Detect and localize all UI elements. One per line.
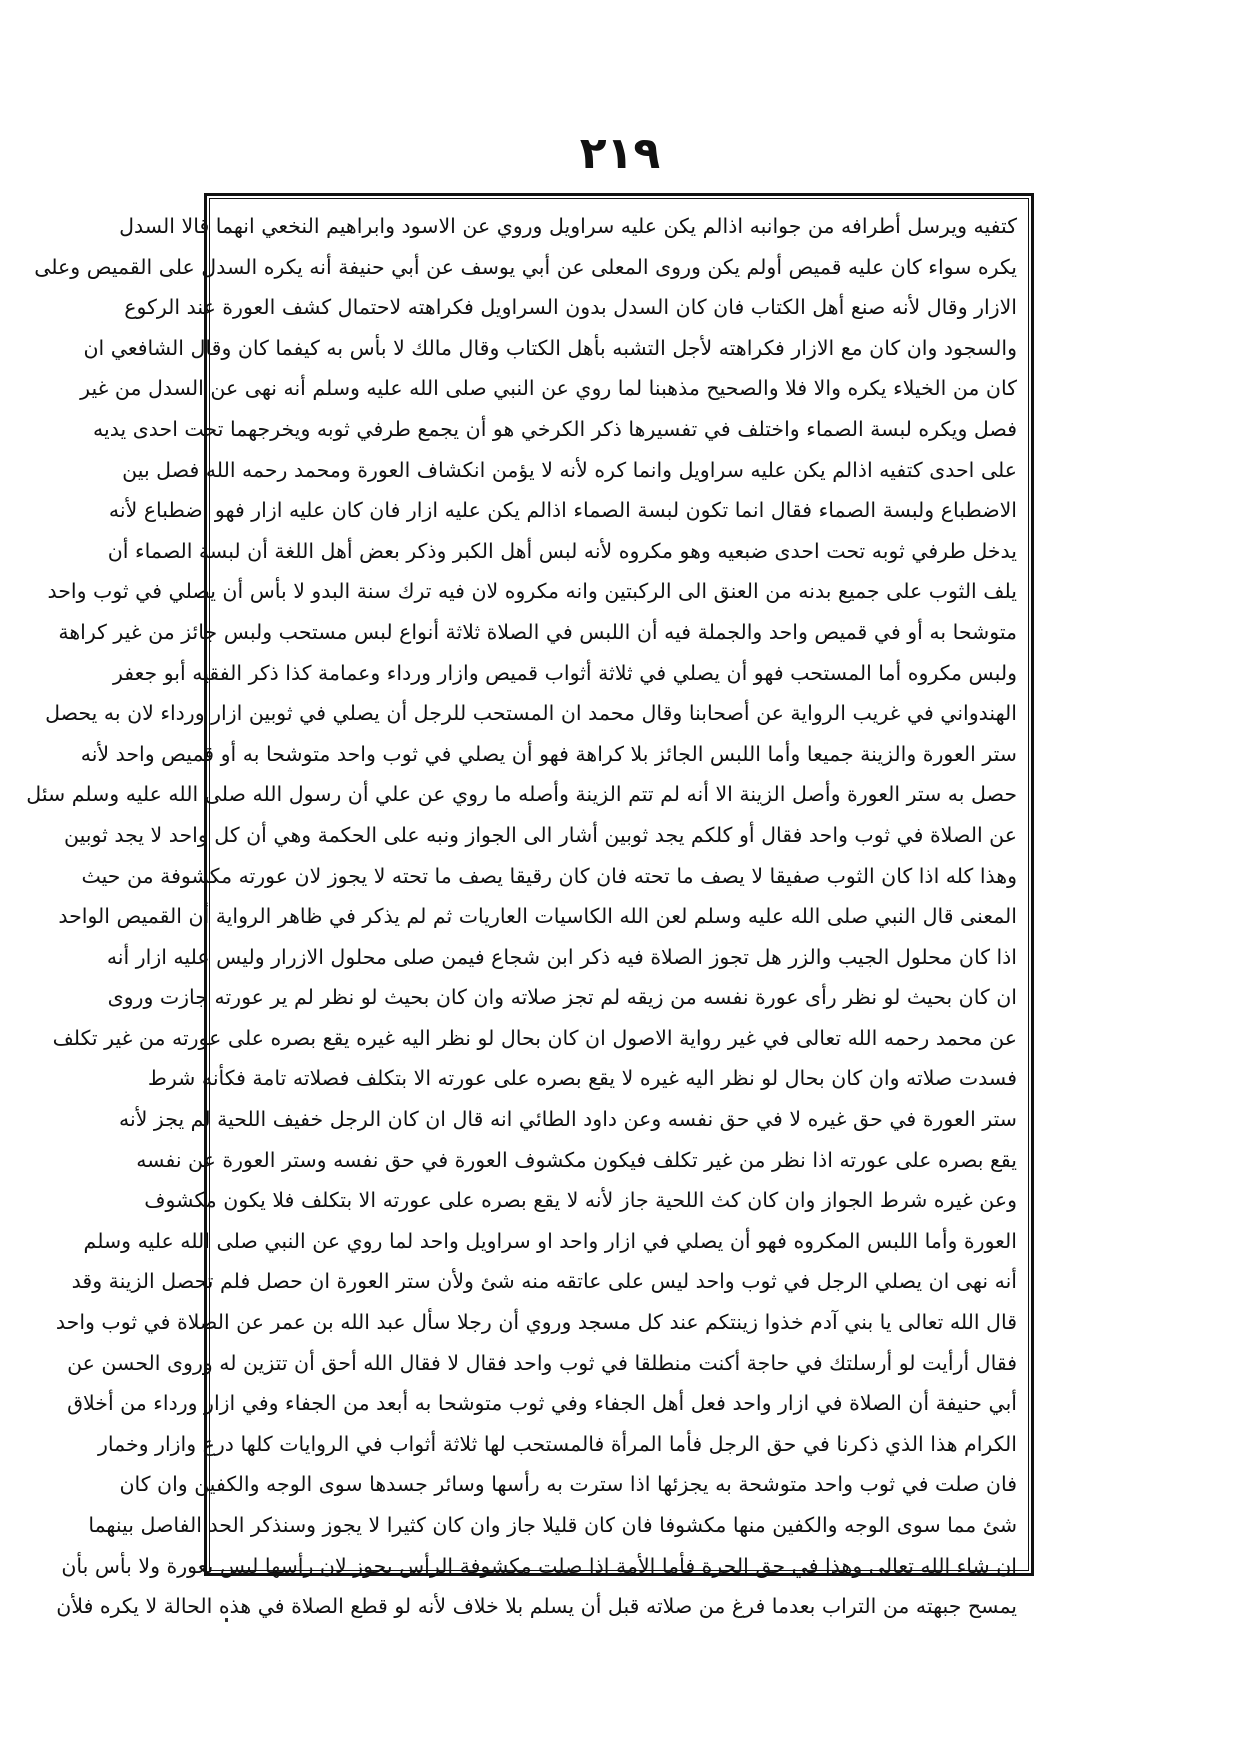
text-line: المعنى قال النبي صلى الله عليه وسلم لعن الله الكاسيات العاريات ثم لم يذكر في ظاهر الرواية أن القميص الواحد xyxy=(58,904,1017,929)
text-line: أنه نهى ان يصلي الرجل في ثوب واحد ليس على عاتقه منه شئ ولأن ستر العورة ان حصل فلم تحصل الزينة وقد xyxy=(71,1269,1017,1294)
text-line: قال الله تعالى يا بني آدم خذوا زينتكم عند كل مسجد وروي أن رجلا سأل عبد الله بن عمر عن الصلاة في ثوب واحد xyxy=(55,1310,1017,1335)
text-line: الكرام هذا الذي ذكرنا في حق الرجل فأما المرأة فالمستحب لها ثلاثة أثواب في الروايات كلها درع وازار وخمار xyxy=(97,1431,1017,1456)
text-line: ولبس مكروه أما المستحب فهو أن يصلي في ثلاثة أثواب قميص وازار ورداء وعمامة كذا ذكر الفقيه أبو جعفر xyxy=(112,660,1017,685)
text-line: فسدت صلاته وان كان بحال لو نظر اليه غيره لا يقع بصره على عورته الا بتكلف فصلاته تامة فكأنه شرط xyxy=(147,1066,1017,1091)
text-line: والسجود وان كان مع الازار فكراهته لأجل التشبه بأهل الكتاب وقال مالك لا بأس به كيفما كان وقال الشافعي ان xyxy=(83,335,1017,360)
text-line: أبي حنيفة أن الصلاة في ازار واحد فعل أهل الجفاء وفي ثوب متوشحا به أبعد من الجفاء وفي ازار ورداء من أخلاق xyxy=(67,1391,1017,1416)
text-line: فقال أرأيت لو أرسلتك في حاجة أكنت منطلقا في ثوب واحد فقال لا فقال الله أحق أن تتزين له وروى الحسن عن xyxy=(67,1350,1017,1375)
text-line: ان كان بحيث لو نظر رأى عورة نفسه من زيقه لم تجز صلاته وان كان بحيث لو نظر لم ير عورته جازت وروى xyxy=(107,985,1017,1010)
text-line: يمسح جبهته من التراب بعدما فرغ من صلاته قبل أن يسلم بلا خلاف لأنه لو قطع الصلاة في هذه الحالة لا يكره فلأن xyxy=(56,1594,1017,1619)
text-line: يقع بصره على عورته اذا نظر من غير تكلف فيكون مكشوف العورة في حق نفسه وستر العورة عن نفسه xyxy=(136,1147,1017,1172)
text-line: يدخل طرفي ثوبه تحت احدى ضبعيه وهو مكروه لأنه لبس أهل الكبر وذكر بعض أهل اللغة أن لبسة الصماء أن xyxy=(107,538,1017,563)
text-line: كان من الخيلاء يكره والا فلا والصحيح مذهبنا لما روي عن النبي صلى الله عليه وسلم أنه نهى عن السدل من غير xyxy=(80,376,1017,401)
text-line: شئ مما سوى الوجه والكفين منها مكشوفا فان كان قليلا جاز وان كان كثيرا لا يجوز وسنذكر الحد الفاصل بينهما xyxy=(88,1513,1017,1537)
text-line: ستر العورة في حق غيره لا في حق نفسه وعن داود الطائي انه قال ان كان الرجل خفيف اللحية لم يجز لأنه xyxy=(119,1107,1017,1132)
page-number: ٢١٩ xyxy=(579,128,661,179)
text-line: عن محمد رحمه الله تعالى في غير رواية الاصول ان كان بحال لو نظر اليه غيره يقع بصره على عورته من غير تكلف xyxy=(52,1025,1017,1050)
text-line: اذا كان محلول الجيب والزر هل تجوز الصلاة فيه ذكر ابن شجاع فيمن صلى محلول الازرار وليس عليه ازار أنه xyxy=(106,944,1017,969)
text-line: وهذا كله اذا كان الثوب صفيقا لا يصف ما تحته فان كان رقيقا يصف ما تحته لا يجوز لان عورته مكشوفة من حيث xyxy=(81,863,1017,888)
ink-speck xyxy=(225,1618,228,1622)
text-line: فصل ويكره لبسة الصماء واختلف في تفسيرها ذكر الكرخي هو أن يجمع طرفي ثوبه ويخرجهما تحت احدى يديه xyxy=(93,416,1017,441)
text-line: حصل به ستر العورة وأصل الزينة الا أنه لم تتم الزينة وأصله ما روي عن علي أن رسول الله صلى الله عليه وسلم سئل xyxy=(26,782,1017,807)
text-line: يلف الثوب على جميع بدنه من العنق الى الركبتين وانه مكروه لان فيه ترك سنة البدو لا بأس أن يصلي في ثوب واحد xyxy=(47,579,1017,604)
text-line: الهندواني في غريب الرواية عن أصحابنا وقال محمد ان المستحب للرجل أن يصلي في ثوبين ازار ورداء لان به يحصل xyxy=(45,701,1017,726)
text-line: متوشحا به أو في قميص واحد والجملة فيه أن اللبس في الصلاة ثلاثة أنواع لبس مستحب ولبس جائز من غير كراهة xyxy=(58,619,1017,644)
text-line: وعن غيره شرط الجواز وان كان كث اللحية جاز لأنه لا يقع بصره على عورته الا بتكلف فلا يكون مكشوف xyxy=(144,1188,1017,1213)
text-line: العورة وأما اللبس المكروه فهو أن يصلي في ازار واحد او سراويل واحد لما روي عن النبي صلى الله عليه وسلم xyxy=(83,1228,1017,1253)
text-line: عن الصلاة في ثوب واحد فقال أو كلكم يجد ثوبين أشار الى الجواز ونبه على الحكمة وهي أن كل واحد لا يجد ثوبين xyxy=(64,822,1017,847)
text-line: الاضطباع ولبسة الصماء فقال انما تكون لبسة الصماء اذالم يكن عليه ازار فان كان عليه ازار فهو اضطباع لأنه xyxy=(108,498,1017,523)
text-line: كتفيه ويرسل أطرافه من جوانبه اذالم يكن عليه سراويل وروي عن الاسود وابراهيم النخعي انهما قالا السدل xyxy=(119,214,1017,238)
text-line: يكره سواء كان عليه قميص أولم يكن وروى المعلى عن أبي يوسف عن أبي حنيفة أنه يكره السدل على القميص وعلى xyxy=(34,254,1017,279)
text-line: فان صلت في ثوب واحد متوشحة به يجزئها اذا سترت به رأسها وسائر جسدها سوى الوجه والكفين وان كان xyxy=(119,1472,1017,1497)
text-line: ان شاء الله تعالى وهذا في حق الحرة فأما الأمة اذا صلت مكشوفة الرأس يجوز لان رأسها ليس بعورة ولا بأس بأن xyxy=(61,1553,1017,1578)
text-frame xyxy=(26,193,1034,1619)
text-line: على احدى كتفيه اذالم يكن عليه سراويل وانما كره لأنه لا يؤمن انكشاف العورة ومحمد رحمه الله فصل بين xyxy=(122,457,1017,482)
text-line: ستر العورة والزينة جميعا وأما اللبس الجائز بلا كراهة فهو أن يصلي في ثوب واحد متوشحا به أو قميص واحد لأنه xyxy=(80,741,1017,766)
text-line: الازار وقال لأنه صنع أهل الكتاب فان كان السدل بدون السراويل فكراهته لاحتمال كشف العورة عند الركوع xyxy=(124,295,1017,320)
body-text xyxy=(26,206,1017,1627)
